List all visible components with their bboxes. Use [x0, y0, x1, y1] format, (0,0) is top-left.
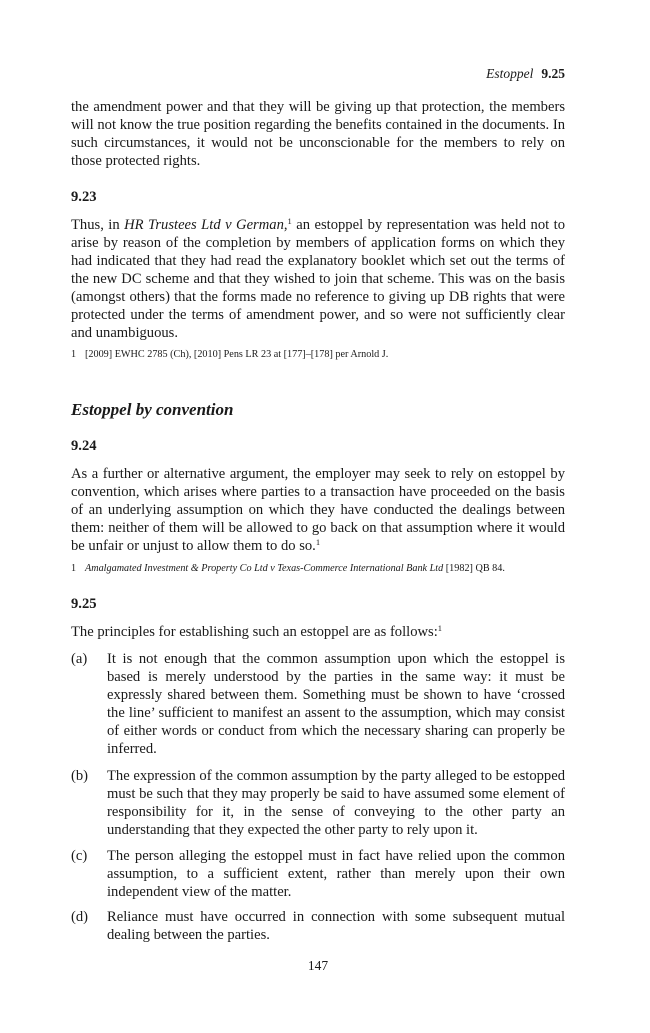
list-item-d [71, 908, 565, 944]
intro-paragraph: the amendment power and that they will be giving up that protection, the members will not know the true position regarding the benefits contained in the documents. In such circumstances, it would not be unconscionable for the members to rely on those protected rights. [71, 99, 565, 169]
footnote-citation: [1982] QB 84. [443, 563, 505, 574]
list-item-text: The expression of the common assumption by the party alleged to be estopped must be such that they may properly be said to have assumed some element of responsibility for it, in the sense of conveying to the other party an understanding that they expected the other party to rely upon it. [107, 768, 565, 838]
case-name: HR Trustees Ltd v German [124, 217, 284, 233]
list-item-text: Reliance must have occurred in connection with some subsequent mutual dealing between the parties. [107, 909, 565, 943]
footnote-number: 1 [71, 349, 77, 360]
paragraph-9-23: Thus, in HR Trustees Ltd v German,$^1$ an estoppel by representation was held not to arise by reason of the completion by members of application forms on which they had indicated that they had read the explanatory booklet which set out the terms of the new DC scheme and that they wished to join that scheme. This was on the basis (amongst others) that the forms made no reference to giving up DB rights that were protected under the terms of amendment power, and so were not sufficiently clear and unambiguous. [71, 216, 565, 341]
footnote-case-name: Amalgamated Investment & Property Co Ltd v Texas-Commerce International Bank Ltd [85, 563, 444, 574]
footnote-ref: 1 [287, 216, 292, 226]
paragraph-number-9-23: 9.23 [71, 189, 97, 205]
list-item-label: (a) [71, 651, 88, 667]
paragraph-9-25-intro: The principles for establishing such an estoppel are as follows:$^1$ [71, 623, 443, 640]
footnote-number: 1 [71, 563, 77, 574]
footnote-text: [2009] EWHC 2785 (Ch), [2010] Pens LR 23 at [177]–[178] per Arnold J. [85, 349, 389, 360]
paragraph-number-9-24: 9.24 [71, 438, 97, 454]
section-heading: Estoppel by convention [71, 400, 234, 419]
footnote-ref: 1 [437, 623, 443, 633]
list-item-text: The person alleging the estoppel must in fact have relied upon the common assumption, to a sufficient extent, rather than merely upon their own independent view of the matter. [107, 848, 565, 900]
list-item-label: (b) [71, 768, 89, 784]
running-head [486, 66, 565, 82]
list-item-c [71, 847, 565, 901]
paragraph-9-24: As a further or alternative argument, the employer may seek to rely on estoppel by convention, which arises where parties to a transaction have proceeded on the basis of an underlying assumption on which they have conducted the dealings between them: neither of them will be allowed to go back on that assumption where it would be unfair or unjust to allow them to do so.$^1$ [71, 466, 565, 554]
list-item-label: (d) [71, 909, 89, 925]
footnote-9-23 [71, 348, 565, 361]
list-item-b [71, 767, 565, 839]
running-head-section: Estoppel [486, 66, 534, 81]
footnote-9-24 [71, 562, 565, 575]
footnote-ref: 1 [315, 537, 321, 547]
list-item-label: (c) [71, 848, 88, 864]
paragraph-number-9-25: 9.25 [71, 596, 97, 612]
page-number: 147 [307, 958, 329, 973]
running-head-number: 9.25 [541, 66, 565, 81]
list-item-text: It is not enough that the common assumption upon which the estoppel is based is merely understood by the parties in the same way: it must be expressly shared between them. Something must be shown to have ‘crossed the line’ sufficient to manifest an assent to the assumption, which may consist of either words or conduct from which the necessary sharing can properly be inferred. [107, 651, 565, 757]
list-item-a [71, 650, 565, 758]
